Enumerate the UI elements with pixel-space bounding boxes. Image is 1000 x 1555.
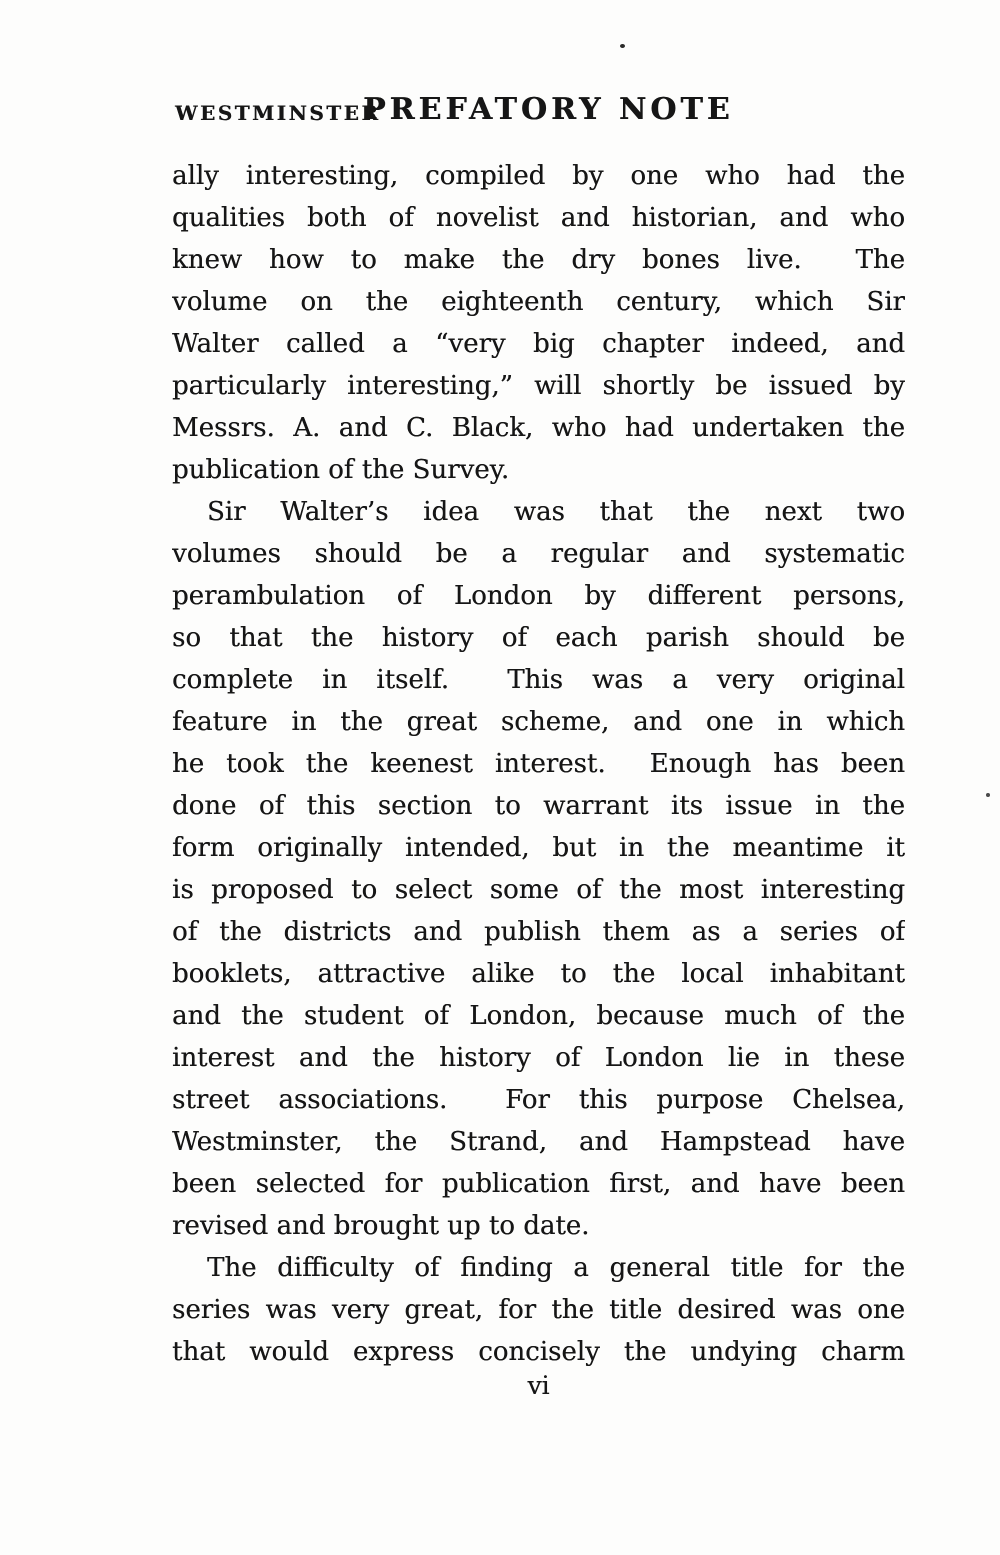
text-line: form originally intended, but in the meantime it (172, 833, 905, 863)
text-line: done of this section to warrant its issue in the (172, 791, 905, 821)
text-line: interest and the history of London lie in these (172, 1043, 905, 1073)
text-line: knew how to make the dry bones live. The (172, 245, 905, 275)
text-line: perambulation of London by different persons, (172, 581, 905, 611)
text-line: feature in the great scheme, and one in which (172, 707, 905, 737)
scan-artifact-dot (986, 793, 990, 797)
text-line: street associations. For this purpose Chelsea, (172, 1085, 905, 1115)
text-line: complete in itself. This was a very original (172, 665, 905, 695)
text-line: qualities both of novelist and historian, and who (172, 203, 905, 233)
text-line: Walter called a “very big chapter indeed, and (172, 329, 905, 359)
paragraph (172, 1247, 905, 1373)
paragraph (172, 491, 905, 1247)
page-title: PREFATORY NOTE (363, 92, 734, 127)
text-line: volumes should be a regular and systematic (172, 539, 905, 569)
paragraph (172, 155, 905, 491)
text-line: so that the history of each parish should be (172, 623, 905, 653)
text-line: volume on the eighteenth century, which Sir (172, 287, 905, 317)
text-line: Sir Walter’s idea was that the next two (207, 497, 905, 527)
text-line: revised and brought up to date. (172, 1211, 590, 1241)
text-line: and the student of London, because much of the (172, 1001, 905, 1031)
text-line: ally interesting, compiled by one who had the (172, 161, 905, 191)
text-line: booklets, attractive alike to the local inhabitant (172, 959, 905, 989)
text-line: Messrs. A. and C. Black, who had undertaken the (172, 413, 905, 443)
page-body (172, 155, 905, 1373)
text-line: of the districts and publish them as a series of (172, 917, 905, 947)
text-line: been selected for publication first, and have been (172, 1169, 905, 1199)
text-line: publication of the Survey. (172, 455, 510, 485)
text-line: series was very great, for the title desired was one (172, 1295, 905, 1325)
text-line: is proposed to select some of the most interesting (172, 875, 905, 905)
text-line: The difficulty of finding a general title for the (207, 1253, 905, 1283)
page-number: vi (527, 1371, 550, 1400)
text-line: he took the keenest interest. Enough has been (172, 749, 905, 779)
scan-artifact-dot (620, 44, 625, 48)
text-line: particularly interesting,” will shortly be issued by (172, 371, 905, 401)
text-line: that would express concisely the undying charm (172, 1337, 905, 1367)
running-head: WESTMINSTER (175, 101, 381, 125)
text-line: Westminster, the Strand, and Hampstead have (172, 1127, 905, 1157)
